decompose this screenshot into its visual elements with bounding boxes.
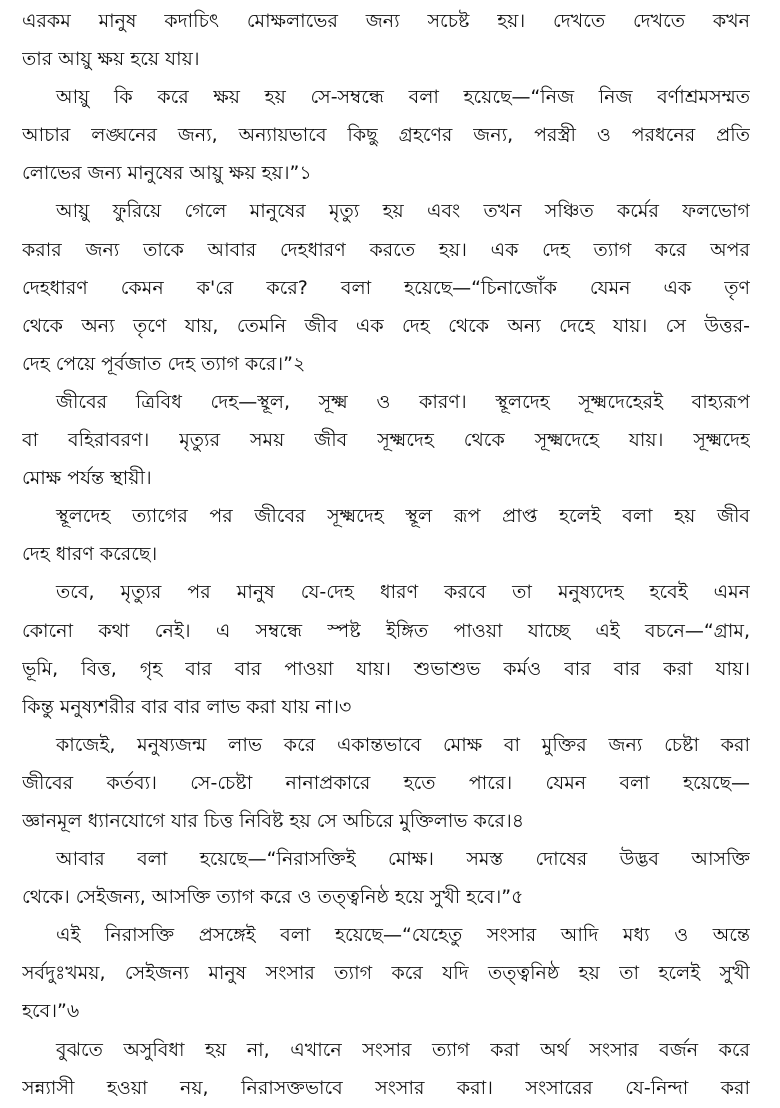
text-line: তার আয়ু ক্ষয় হয়ে যায়। bbox=[22, 48, 200, 71]
text-line: কাজেই, মনুষ্যজন্ম লাভ করে একান্তভাবে মোক্ষ বা মুক্তির জন্য চেষ্টা করা bbox=[56, 733, 750, 756]
text-line: এরকম মানুষ কদাচিৎ মোক্ষলাভের জন্য সচেষ্ট হয়। দেখতে দেখতে কখন bbox=[22, 10, 750, 32]
text-line: সর্বদুঃখময়, সেইজন্য মানুষ সংসার ত্যাগ করে যদি তত্ত্বনিষ্ঠ হয় তা হলেই সুখী bbox=[22, 962, 750, 985]
text-line: আয়ু কি করে ক্ষয় হয় সে-সম্বন্ধে বলা হয়েছে—“নিজ নিজ বর্ণাশ্রমসম্মত bbox=[56, 86, 750, 109]
text-line: এই নিরাসক্তি প্রসঙ্গেই বলা হয়েছে—“যেহেতু সংসার আদি মধ্য ও অন্তে bbox=[56, 924, 750, 947]
text-line: কিন্তু মনুষ্যশরীর বার বার লাভ করা যায় না।৩ bbox=[22, 695, 352, 718]
document-page bbox=[22, 2, 750, 1107]
text-line: জ্ঞানমূল ধ্যানযোগে যার চিত্ত নিবিষ্ট হয় সে অচিরে মুক্তিলাভ করে।৪ bbox=[22, 809, 525, 832]
text-line: মোক্ষ পর্যন্ত স্থায়ী। bbox=[22, 467, 152, 490]
text-line: আয়ু ফুরিয়ে গেলে মানুষের মৃত্যু হয় এবং তখন সঞ্চিত কর্মের ফলভোগ bbox=[56, 200, 750, 223]
text-line: হবে।”৬ bbox=[22, 1000, 80, 1023]
text-line: ভূমি, বিত্ত, গৃহ বার বার পাওয়া যায়। শুভাশুভ কর্মও বার বার করা যায়। bbox=[22, 657, 750, 680]
text-line: দেহ ধারণ করেছে। bbox=[22, 543, 158, 566]
text-line: স্থূলদেহ ত্যাগের পর জীবের সূক্ষ্মদেহ স্থূল রূপ প্রাপ্ত হলেই বলা হয় জীব bbox=[56, 505, 750, 528]
text-line: থেকে। সেইজন্য, আসক্তি ত্যাগ করে ও তত্ত্বনিষ্ঠ হয়ে সুখী হবে।”৫ bbox=[22, 886, 524, 909]
text-line: আবার বলা হয়েছে—“নিরাসক্তিই মোক্ষ। সমস্ত দোষের উদ্ভব আসক্তি bbox=[56, 848, 750, 871]
text-line: জীবের কর্তব্য। সে-চেষ্টা নানাপ্রকারে হতে পারে। যেমন বলা হয়েছে— bbox=[22, 771, 750, 794]
text-line: থেকে অন্য তৃণে যায়, তেমনি জীব এক দেহ থেকে অন্য দেহে যায়। সে উত্তর- bbox=[22, 314, 750, 337]
text-line: বা বহিরাবরণ। মৃত্যুর সময় জীব সূক্ষ্মদেহ থেকে সূক্ষ্মদেহে যায়। সূক্ষ্মদেহ bbox=[22, 429, 750, 452]
text-line: কোনো কথা নেই। এ সম্বন্ধে স্পষ্ট ইঙ্গিত পাওয়া যাচ্ছে এই বচনে—“গ্রাম, bbox=[22, 619, 750, 642]
text-line: জীবের ত্রিবিধ দেহ—স্থূল, সূক্ষ্ম ও কারণ। স্থূলদেহ সূক্ষ্মদেহেরই বাহ্যরূপ bbox=[56, 390, 750, 413]
text-line: লোভের জন্য মানুষের আয়ু ক্ষয় হয়।”১ bbox=[22, 162, 312, 185]
text-line: আচার লঙ্ঘনের জন্য, অন্যায়ভাবে কিছু গ্রহণের জন্য, পরস্ত্রী ও পরধনের প্রতি bbox=[22, 124, 750, 147]
text-line: তবে, মৃত্যুর পর মানুষ যে-দেহ ধারণ করবে তা মনুষ্যদেহ হবেই এমন bbox=[56, 581, 750, 604]
text-line: সন্ন্যাসী হওয়া নয়, নিরাসক্তভাবে সংসার করা। সংসারের যে-নিন্দা করা bbox=[22, 1076, 750, 1099]
text-line: দেহধারণ কেমন ক'রে করে? বলা হয়েছে—“চিনাজোঁক যেমন এক তৃণ bbox=[22, 276, 750, 299]
text-line: করার জন্য তাকে আবার দেহধারণ করতে হয়। এক দেহ ত্যাগ করে অপর bbox=[22, 238, 750, 261]
text-line: দেহ পেয়ে পূর্বজাত দেহ ত্যাগ করে।”২ bbox=[22, 352, 306, 375]
text-line: বুঝতে অসুবিধা হয় না, এখানে সংসার ত্যাগ করা অর্থ সংসার বর্জন করে bbox=[56, 1038, 750, 1061]
